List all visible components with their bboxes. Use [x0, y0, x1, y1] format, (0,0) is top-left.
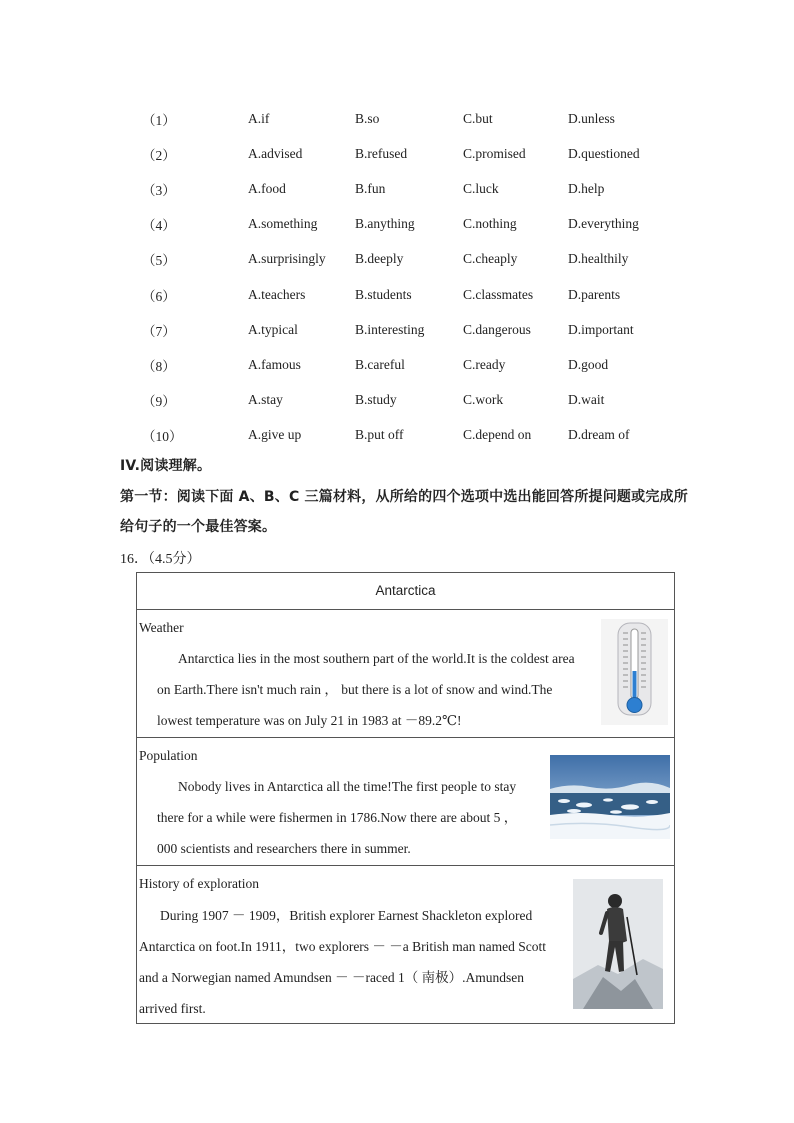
option-c: C.luck	[463, 180, 499, 196]
option-c: C.depend on	[463, 427, 532, 443]
explorer-icon	[573, 879, 663, 1009]
option-a: A.food	[248, 180, 286, 196]
explorer-photo	[573, 879, 663, 1009]
option-a: A.surprisingly	[248, 251, 326, 267]
option-number: （2）	[142, 147, 176, 163]
history-text: During 1907 － 1909，British explorer Earnest Shackleton explored Antarctica on foot.In 1911，two explorers － －a British man named Scott and a Norwegian named Amundsen － －raced 1（ 南极）.Amundsen arrived first.	[139, 908, 547, 1016]
option-number: （1）	[142, 112, 176, 128]
instruction-line-1: 第一节：阅读下面 A、B、C 三篇材料，从所给的四个选项中选出能回答所提问题或完成所	[120, 489, 688, 505]
option-row	[138, 383, 678, 418]
options-table	[138, 101, 678, 453]
option-row	[138, 418, 678, 453]
option-row	[138, 347, 678, 382]
option-a: A.something	[248, 216, 318, 232]
option-number: （7）	[142, 323, 176, 339]
history-heading: History of exploration	[139, 876, 259, 891]
question-label: 16．（4.5分）	[120, 552, 201, 567]
option-b: B.careful	[355, 356, 405, 372]
option-row	[138, 136, 678, 171]
option-row	[138, 171, 678, 206]
option-d: D.good	[568, 356, 609, 372]
option-a: A.stay	[248, 392, 283, 408]
option-b: B.anything	[355, 216, 415, 232]
option-b: B.interesting	[355, 321, 425, 337]
option-a: A.if	[248, 110, 270, 126]
option-b: B.students	[355, 286, 412, 302]
option-a: A.teachers	[248, 286, 306, 302]
option-a: A.famous	[248, 356, 301, 372]
option-row	[138, 312, 678, 347]
option-number: （4）	[142, 218, 176, 234]
option-d: D.parents	[568, 286, 621, 302]
option-d: D.healthily	[568, 251, 629, 267]
option-b: B.study	[355, 392, 397, 408]
option-number: （9）	[142, 394, 176, 410]
option-c: C.ready	[463, 356, 506, 372]
history-row	[137, 865, 674, 1024]
option-c: C.but	[463, 110, 493, 126]
ice-landscape-icon	[550, 755, 670, 839]
option-number: （6）	[142, 288, 176, 304]
population-text: Nobody lives in Antarctica all the time!The first people to stay there for a while were fishermen in 1786.Now there are about 5 ， 000 scientists and researchers there in summer.	[157, 779, 518, 856]
option-c: C.work	[463, 392, 504, 408]
option-c: C.nothing	[463, 216, 517, 232]
option-d: D.help	[568, 180, 605, 196]
option-c: C.dangerous	[463, 321, 531, 337]
thermometer-image	[601, 619, 668, 725]
option-d: D.everything	[568, 216, 639, 232]
option-b: B.so	[355, 110, 380, 126]
option-b: B.fun	[355, 180, 386, 196]
option-row	[138, 207, 678, 242]
option-d: D.dream of	[568, 427, 630, 443]
table-title: Antarctica	[375, 583, 436, 598]
option-a: A.typical	[248, 321, 298, 337]
option-number: （3）	[142, 182, 176, 198]
population-row	[137, 737, 674, 866]
antarctic-landscape-image	[550, 755, 670, 839]
option-number: （10）	[142, 429, 183, 445]
option-a: A.advised	[248, 145, 303, 161]
weather-text: Antarctica lies in the most southern part of the world.It is the coldest area on Earth.There isn't much rain ， but there is a lot of snow and wind.The lowest temperature was on July 21 in 1983 at －89.2℃!	[157, 651, 575, 728]
option-a: A.give up	[248, 427, 302, 443]
option-b: B.refused	[355, 145, 408, 161]
option-b: B.deeply	[355, 251, 404, 267]
option-c: C.cheaply	[463, 251, 518, 267]
option-row	[138, 242, 678, 277]
weather-row	[137, 609, 674, 738]
thermometer-icon	[601, 619, 668, 725]
option-row	[138, 101, 678, 136]
option-d: D.unless	[568, 110, 615, 126]
option-b: B.put off	[355, 427, 404, 443]
option-d: D.questioned	[568, 145, 640, 161]
antarctica-table	[136, 572, 675, 1024]
option-number: （8）	[142, 358, 176, 374]
population-heading: Population	[139, 748, 198, 763]
option-number: （5）	[142, 253, 176, 269]
option-c: C.promised	[463, 145, 526, 161]
option-row	[138, 277, 678, 312]
option-c: C.classmates	[463, 286, 534, 302]
option-d: D.important	[568, 321, 634, 337]
instruction-line-2: 给句子的一个最佳答案。	[120, 519, 277, 535]
weather-heading: Weather	[139, 620, 184, 635]
option-d: D.wait	[568, 392, 605, 408]
section-heading: IV.阅读理解。	[120, 458, 212, 474]
